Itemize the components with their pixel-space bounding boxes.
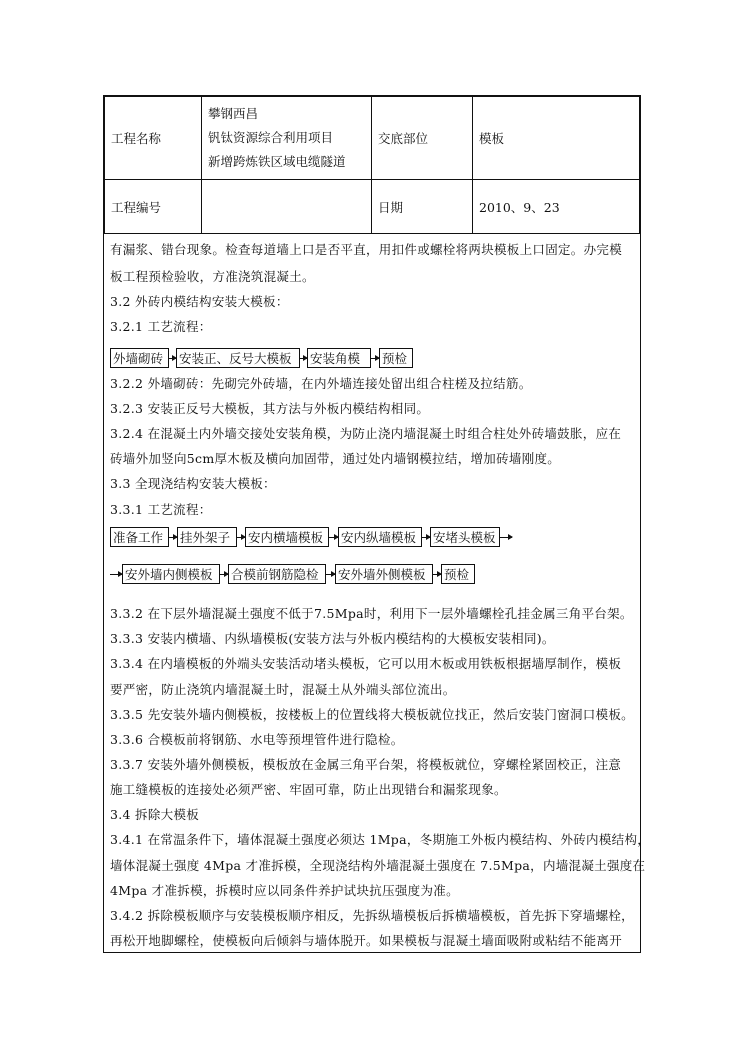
handover-part-label: 交底部位	[372, 97, 473, 180]
section-heading: 3.3 全现浇结构安装大模板：	[110, 476, 276, 491]
document-sheet	[103, 95, 651, 953]
flow-step: 安外墙内侧模板	[122, 564, 220, 584]
paragraph: 施工缝模板的连接处必须严密、牢固可靠，防止出现错台和漏浆现象。	[110, 782, 507, 797]
flow-arrow	[237, 537, 245, 538]
paragraph: 有漏浆、错台现象。检查每道墙上口是否平直，用扣件或螺栓将两块模板上口固定。办完模	[110, 242, 623, 257]
flow-step: 外墙砌砖	[110, 348, 169, 368]
paragraph: 3.3.3 安装内横墙、内纵墙模板(安装方法与外板内模结构的大模板安装相同)。	[110, 631, 555, 646]
flow-arrow	[371, 358, 379, 359]
flow-step: 安装正、反号大模板	[176, 348, 300, 368]
content-body	[104, 233, 651, 948]
project-name-line: 攀钢西昌	[208, 106, 259, 121]
flow-arrow	[500, 537, 512, 538]
paragraph: 板工程预检验收，方准浇筑混凝土。	[110, 269, 315, 284]
date-label: 日期	[372, 180, 473, 234]
flow-step: 合模前钢筋隐检	[228, 564, 326, 584]
flow-arrow	[169, 537, 177, 538]
flow-step: 安外墙外侧模板	[335, 564, 433, 584]
paragraph: 要严密，防止浇筑内墙混凝土时，混凝土从外端头部位流出。	[110, 682, 456, 697]
section-heading: 3.2 外砖内模结构安装大模板：	[110, 294, 289, 309]
flow-step: 挂外架子	[177, 527, 237, 547]
flow-arrow	[169, 358, 176, 359]
flow-step: 准备工作	[110, 527, 169, 547]
project-name-line: 新增跨炼铁区域电缆隧道	[208, 154, 346, 169]
flow-arrow	[329, 537, 338, 538]
paragraph: 3.2.3 安装正反号大模板，其方法与外板内模结构相同。	[110, 401, 430, 416]
paragraph: 3.3.5 先安装外墙内侧模板，按楼板上的位置线将大模板就位找正，然后安装门窗洞口模板。	[110, 707, 634, 722]
flow-arrow	[300, 358, 307, 359]
flow-step: 安装角模	[307, 348, 371, 368]
flow-step: 安内横墙模板	[245, 527, 329, 547]
date-value: 2010、9、23	[473, 180, 640, 234]
flow-step: 预检	[441, 564, 475, 584]
flow-arrow	[422, 537, 430, 538]
project-name-line: 钒钛资源综合利用项目	[208, 130, 334, 145]
project-name-value	[202, 97, 372, 180]
paragraph: 3.2.4 在混凝土内外墙交接处安装角模，为防止浇内墙混凝土时组合柱处外砖墙鼓胀，应在	[110, 426, 622, 441]
paragraph: 3.3.2 在下层外墙混凝土强度不低于7.5Mpa时，利用下一层外墙螺栓孔挂金属三角平台架。	[110, 606, 633, 621]
flow-step: 安堵头模板	[430, 527, 500, 547]
paragraph: 3.4.2 拆除模板顺序与安装模板顺序相反，先拆纵墙模板后拆横墙模板，首先拆下穿墙螺栓，	[110, 908, 634, 923]
paragraph: 3.3.4 在内墙模板的外端头安装活动堵头模板，它可以用木板或用铁板根据墙厚制作，模板	[110, 656, 622, 671]
subsection-heading: 3.3.1 工艺流程：	[110, 502, 212, 517]
flow-step: 安内纵墙模板	[338, 527, 422, 547]
paragraph: 3.3.7 安装外墙外侧模板，模板放在金属三角平台架，将模板就位，穿螺栓紧固校正，注意	[110, 757, 622, 772]
paragraph: 3.4.1 在常温条件下，墙体混凝土强度必须达 1Mpa，冬期施工外板内模结构、外砖内模结构，	[110, 832, 651, 847]
header-table	[104, 96, 639, 233]
flow-arrow	[110, 574, 122, 575]
paragraph: 砖墙外加竖向5cm厚木板及横向加固带，通过处内墙钢模拉结，增加砖墙刚度。	[110, 451, 561, 466]
flow-step: 预检	[379, 348, 413, 368]
paragraph: 3.3.6 合模板前将钢筋、水电等预埋管件进行隐检。	[110, 732, 404, 747]
handover-part-value: 模板	[473, 97, 640, 180]
project-no-label: 工程编号	[105, 180, 202, 234]
paragraph: 再松开地脚螺栓，使模板向后倾斜与墙体脱开。如果模板与混凝土墙面吸附或粘结不能离开	[110, 933, 623, 948]
subsection-heading: 3.2.1 工艺流程：	[110, 319, 212, 334]
flow-arrow	[326, 574, 335, 575]
flow-arrow	[433, 574, 441, 575]
paragraph: 4Mpa 才准拆模，拆模时应以同条件养护试块抗压强度为准。	[110, 883, 459, 898]
paragraph: 墙体混凝土强度 4Mpa 才准拆模，全现浇结构外墙混凝土强度在 7.5Mpa，内墙混凝土强度在	[110, 858, 646, 873]
paragraph: 3.2.2 外墙砌砖：先砌完外砖墙，在内外墙连接处留出组合柱槎及拉结筋。	[110, 376, 532, 391]
flow-arrow	[220, 574, 228, 575]
project-name-label: 工程名称	[105, 97, 202, 180]
project-no-value	[202, 180, 372, 234]
section-heading: 3.4 拆除大模板	[110, 807, 200, 822]
